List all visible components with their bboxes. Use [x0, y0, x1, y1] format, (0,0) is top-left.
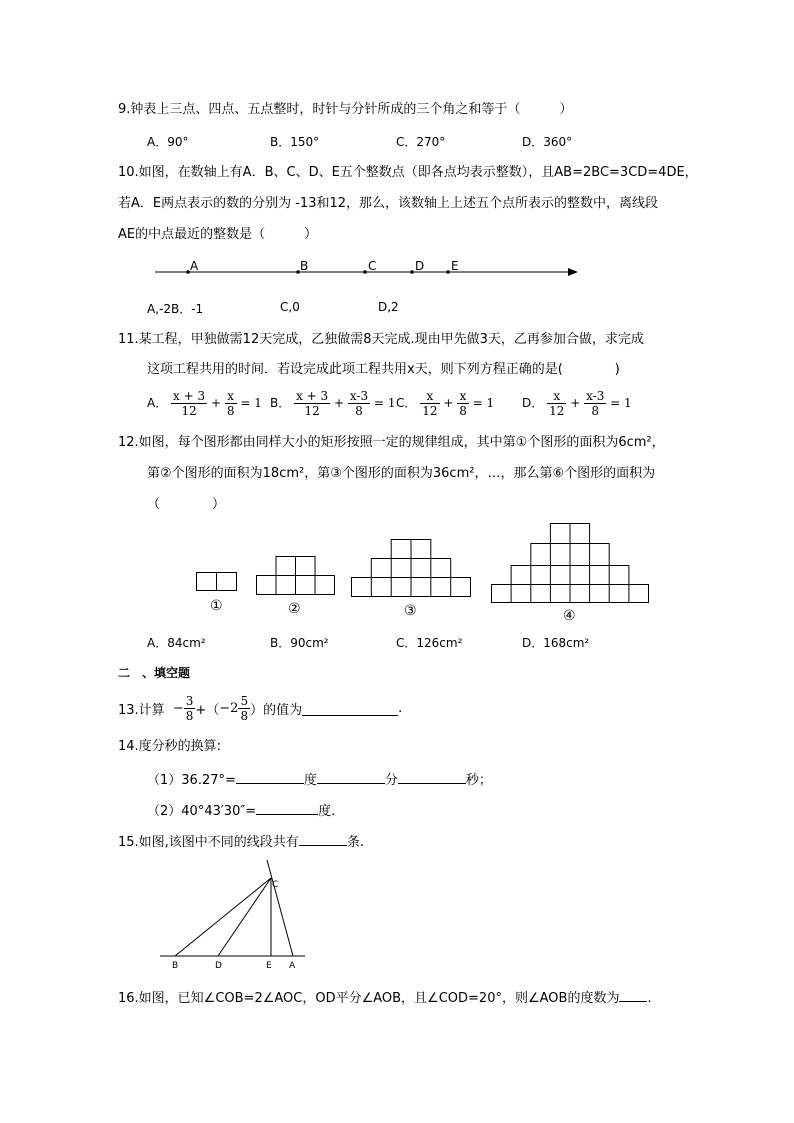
q16-answer-blank[interactable] — [619, 987, 647, 1002]
point-d-dot — [410, 270, 414, 274]
q14-minute-blank[interactable] — [317, 769, 385, 784]
q11-a-frac2: $\frac{x}{8}$ — [226, 389, 235, 418]
point-c-label: C — [368, 259, 377, 273]
q12-option-d: D．168cm² — [522, 636, 590, 650]
q9-option-a: A．90° — [147, 135, 189, 149]
q11-option-a: A． $\frac{x + 3}{12}$ + $\frac{x}{8}$ = 1 — [147, 389, 262, 418]
section-title-fill-in: 二 、填空题 — [118, 666, 191, 680]
q13-frac1: $\frac{3}{8}$ — [185, 694, 194, 723]
point-d-label: D — [415, 259, 425, 273]
q12-line1: 12.如图，每个图形都由同样大小的矩形按照一定的规律组成，其中第①个图形的面积为6cm²， — [118, 435, 665, 450]
segment-figure — [155, 858, 315, 973]
q11-option-d: D． $\frac{x}{12}$ + $\frac{x-3}{8}$ = 1 — [522, 389, 632, 418]
q9-option-b: B．150° — [270, 135, 320, 149]
q10-line2: 若A．E两点表示的数的分别为 -13和12，那么，该数轴上上述五个点所表示的整数中，离线段 — [118, 196, 659, 211]
q12-line3: （ ） — [147, 497, 226, 512]
q14-part1: （1）36.27°= 度 分 秒； — [147, 769, 492, 790]
point-e-label: E — [266, 961, 272, 971]
figure-2-label: ② — [288, 601, 301, 617]
q11-c-frac1: $\frac{x}{12}$ — [422, 389, 438, 418]
q9-option-d: D．360° — [522, 135, 573, 149]
q12-option-a: A．84cm² — [147, 636, 206, 650]
number-line-figure — [150, 255, 590, 285]
figure-3-label: ③ — [404, 603, 417, 619]
q13-answer-blank[interactable] — [302, 701, 398, 716]
q13: 13.计算 − $\frac{3}{8}$ +（−2 $\frac{5}{8}$ ）的值为 . — [118, 694, 403, 723]
line-cb — [175, 878, 271, 956]
point-e-dot — [446, 270, 450, 274]
figure-1-label: ① — [210, 598, 223, 614]
point-b-label: B — [172, 961, 179, 971]
q11-a-label: A． — [147, 396, 168, 410]
q10-option-c: C,0 — [280, 300, 300, 314]
q12-option-b: B．90cm² — [270, 636, 329, 650]
figure-3-rects — [352, 540, 471, 597]
q15-answer-blank[interactable] — [299, 831, 347, 846]
q15: 15.如图,该图中不同的线段共有 条. — [118, 831, 364, 852]
q10-line1: 10.如图，在数轴上有A．B、C、D、E五个整数点（即各点均表示整数），且AB=2BC=3CD=4DE， — [118, 165, 698, 180]
q11-d-frac2: $\frac{x-3}{8}$ — [586, 389, 605, 418]
point-c-label: C — [272, 880, 279, 890]
q11-option-b: B． $\frac{x + 3}{12}$ + $\frac{x-3}{8}$ = 1 — [270, 389, 396, 418]
figure-1-rects — [197, 573, 237, 591]
figure-4-label: ④ — [563, 608, 576, 622]
rectangle-pattern-figure — [190, 520, 660, 622]
q12-option-c: C．126cm² — [396, 636, 463, 650]
point-c-dot — [363, 270, 367, 274]
q11-c-frac2: $\frac{x}{8}$ — [459, 389, 467, 418]
q14-part2: （2）40°43′30″= 度. — [147, 800, 335, 821]
figure-4-rects — [492, 524, 649, 603]
point-b-label: B — [300, 259, 309, 273]
q13-prefix: 13.计算 — [118, 703, 165, 718]
q9-option-c: C．270° — [396, 135, 446, 149]
q11-b-frac2: $\frac{x-3}{8}$ — [349, 389, 369, 418]
q13-frac2: $\frac{5}{8}$ — [240, 694, 249, 723]
figure-2-rects — [257, 557, 335, 595]
q11-c-label: C． — [396, 396, 417, 410]
q10-line3: AE的中点最近的整数是（ ） — [118, 227, 318, 242]
point-a-label: A — [190, 259, 199, 273]
q10-option-d: D,2 — [378, 300, 399, 314]
q12-line2: 第②个图形的面积为18cm²，第③个图形的面积为36cm²，…，那么第⑥个图形的面积为 — [147, 466, 656, 481]
line-cd — [218, 878, 271, 956]
q11-d-label: D． — [522, 396, 544, 410]
q14-degree2-blank[interactable] — [256, 800, 318, 815]
q14-degree-blank[interactable] — [236, 769, 304, 784]
q11-line1: 11.某工程，甲独做需12天完成，乙独做需8天完成.现由甲先做3天，乙再参加合做，求完成 — [118, 332, 644, 347]
point-a-label: A — [289, 961, 296, 971]
q14-second-blank[interactable] — [398, 769, 466, 784]
q9-stem: 9.钟表上三点、四点、五点整时，时针与分针所成的三个角之和等于（ ） — [118, 102, 573, 117]
point-e-label: E — [451, 259, 459, 273]
point-d-label: D — [215, 961, 222, 971]
q11-b-label: B． — [270, 396, 291, 410]
q11-a-frac1: $\frac{x + 3}{12}$ — [173, 389, 206, 418]
number-line-arrow — [568, 268, 578, 276]
q11-b-frac1: $\frac{x + 3}{12}$ — [296, 389, 329, 418]
q11-d-frac1: $\frac{x}{12}$ — [549, 389, 565, 418]
q11-option-c: C． $\frac{x}{12}$ + $\frac{x}{8}$ = 1 — [396, 389, 495, 418]
q16: 16.如图，已知∠COB=2∠AOC，OD平分∠AOB，且∠COD=20°，则∠AOB的度数为 . — [118, 987, 652, 1008]
q14-title: 14.度分秒的换算: — [118, 739, 222, 754]
q11-line2: 这项工程共用的时间．若设完成此项工程共用x天，则下列方程正确的是( ) — [147, 362, 620, 377]
q10-option-ab: A,-2B．-1 — [147, 302, 204, 316]
